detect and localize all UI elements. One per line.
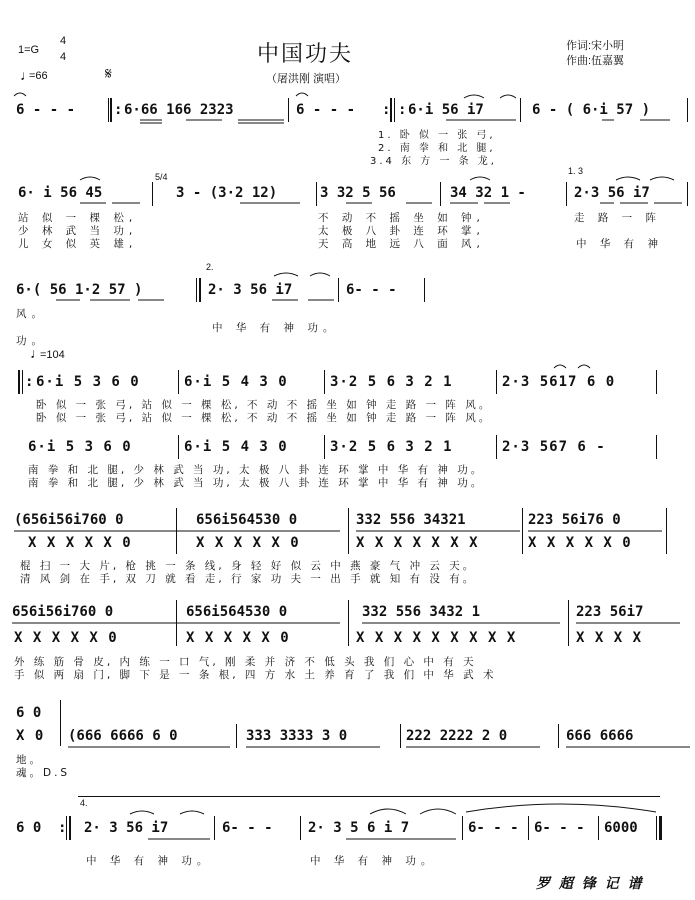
measure: 2·3 567 6 -: [502, 439, 606, 455]
lyric: 中 华 有 神 功。: [310, 855, 437, 867]
slur: [310, 273, 330, 276]
slur: [578, 365, 590, 368]
slur: [420, 809, 456, 814]
measure: 6·i 5 4 3 0: [184, 439, 288, 455]
tempo-marking: =66: [29, 70, 48, 82]
measure: 6·i 5 3 6 0: [36, 374, 140, 390]
verse-line-1: 1. 卧 似 一 张 弓,: [378, 130, 496, 141]
lyric: 棍 扫 一 大 片, 枪 挑 一 条 线, 身 轻 好 似 云 中 燕 豪 气 冲 云 天。: [20, 560, 477, 572]
measure: 2· 3 5 6 i 7: [308, 820, 410, 836]
tempo-marking: =104: [40, 349, 65, 361]
key-signature: 1=G: [18, 44, 40, 56]
lyric: 南 拳 和 北 腿, 少 林 武 当 功, 太 极 八 卦 连 环 掌 中 华 有 神 功。: [28, 477, 485, 489]
lyric: 功。: [16, 335, 47, 347]
fermata-icon: [14, 93, 26, 96]
verse-line-2: 2. 南 拳 和 北 腿,: [378, 143, 496, 154]
measure: 6 - - -: [296, 102, 356, 118]
measure: 2·3 5617 6 0: [502, 374, 616, 390]
tie: [466, 804, 656, 812]
lyric: 站 似 一 棵 松,: [18, 212, 138, 224]
lyric: 中 华 有 神: [576, 238, 664, 250]
singer-credit: （屠洪刚 演唱）: [266, 73, 347, 85]
lyric: 南 拳 和 北 腿, 少 林 武 当 功, 太 极 八 卦 连 环 掌 中 华 有 神 功。: [28, 464, 485, 476]
lyric: 走 路 一 阵: [574, 212, 662, 224]
percussion-measure: X X X X X 0: [14, 630, 118, 646]
measure: 6 - - -: [16, 102, 76, 118]
lyric: 魂。D.S: [16, 767, 71, 779]
measure: 6- - -: [468, 820, 519, 836]
lyric: 风。: [16, 308, 47, 320]
percussion-measure: X 0: [16, 728, 45, 744]
measure: 3 32 5 56: [320, 185, 396, 201]
measure: 666 6666: [566, 728, 634, 744]
measure: 332 556 3432 1: [362, 604, 481, 620]
verse-line-3: 3.4 东 方 一 条 龙,: [370, 156, 497, 167]
percussion-measure: X X X X X X X: [356, 535, 479, 551]
lyric: 少 林 武 当 功,: [18, 225, 138, 237]
percussion-measure: X X X X X 0: [528, 535, 632, 551]
measure: (666 6666 6 0: [68, 728, 178, 744]
slur: [464, 95, 484, 98]
lyric: 手 似 两 扇 门, 脚 下 是 一 条 根, 四 方 水 土 养 育 了 我 们 中 华 武 术: [14, 669, 497, 681]
percussion-measure: X X X X X 0: [186, 630, 290, 646]
measure: 3·2 5 6 3 2 1: [330, 439, 453, 455]
quarter-note-icon: ♩: [30, 345, 44, 361]
ending-marker: 2.: [206, 262, 214, 272]
measure: 6·66 166 2323: [124, 102, 234, 118]
percussion-measure: X X X X: [576, 630, 643, 646]
percussion-measure: X X X X X X X X X: [356, 630, 517, 646]
measure: 333 3333 3 0: [246, 728, 348, 744]
measure: 2· 3 56 i7: [84, 820, 169, 836]
measure: 6·i 5 3 6 0: [28, 439, 132, 455]
time-signature-top: 4: [60, 35, 67, 47]
measure: 656i564530 0: [186, 604, 288, 620]
measure: 6·( 56 1·2 57 ): [16, 282, 143, 298]
measure: 656i564530 0: [196, 512, 298, 528]
time-signature-bottom: 4: [60, 51, 67, 63]
measure: 223 56i76 0: [528, 512, 621, 528]
measure: (656i56i760 0: [14, 512, 124, 528]
slur: [130, 811, 154, 814]
quarter-note-icon: ♩: [20, 67, 34, 83]
measure: 6 0: [16, 705, 42, 721]
slur: [370, 809, 406, 814]
measure: 6000: [604, 820, 638, 836]
segno-icon: 𝄋: [105, 66, 112, 83]
measure: 656i56i760 0: [12, 604, 114, 620]
composer-credit: 作曲:伍嘉翼: [566, 55, 625, 67]
measure: 34 32 1 -: [450, 185, 526, 201]
measure: 332 556 34321: [356, 512, 466, 528]
measure: 6 0: [16, 820, 42, 836]
measure: 6- - -: [534, 820, 585, 836]
measure: 6·i 56 i7: [408, 102, 484, 118]
lyricist-credit: 作词:宋小明: [566, 40, 625, 52]
measure: 6- - -: [222, 820, 273, 836]
meter-change: 5/4: [155, 172, 168, 182]
measure: 2·3 56 i7: [574, 185, 650, 201]
lyric: 天 高 地 远 八 面 风,: [318, 238, 485, 250]
lyric: 中 华 有 神 功。: [212, 322, 339, 334]
slur: [554, 365, 566, 368]
measure: 3 - (3·2 12): [176, 185, 278, 201]
fermata-icon: [296, 93, 308, 96]
measure: 223 56i7: [576, 604, 644, 620]
slur: [80, 177, 100, 180]
measure: 6- - -: [346, 282, 397, 298]
lyric: 中 华 有 神 功。: [86, 855, 213, 867]
lyric: 卧 似 一 张 弓, 站 似 一 棵 松, 不 动 不 摇 坐 如 钟 走 路 一 阵 风。: [36, 412, 493, 424]
lyric: 不 动 不 摇 坐 如 钟,: [318, 212, 485, 224]
lyric: 卧 似 一 张 弓, 站 似 一 棵 松, 不 动 不 摇 坐 如 钟 走 路 一 阵 风。: [36, 399, 493, 411]
ending-marker: 4.: [80, 798, 88, 808]
measure: 6 - ( 6·i 57 ): [532, 102, 651, 118]
measure: 6· i 56 45: [18, 185, 103, 201]
measure: 3·2 5 6 3 2 1: [330, 374, 453, 390]
slur: [500, 95, 516, 98]
measure: 2· 3 56 i7: [208, 282, 293, 298]
percussion-measure: X X X X X 0: [28, 535, 132, 551]
lyric: 太 极 八 卦 连 环 掌,: [318, 225, 485, 237]
slur: [616, 177, 640, 180]
lyric: 外 练 筋 骨 皮, 内 练 一 口 气, 刚 柔 并 济 不 低 头 我 们 心 中 有 天: [14, 656, 477, 668]
measure: 222 2222 2 0: [406, 728, 508, 744]
song-title: 中国功夫: [257, 41, 354, 66]
measure: 6·i 5 4 3 0: [184, 374, 288, 390]
ending-marker: 1. 3: [568, 166, 584, 176]
lyric: 儿 女 似 英 雄,: [18, 238, 138, 250]
slur: [650, 177, 674, 180]
slur: [274, 273, 298, 276]
slur: [470, 177, 490, 180]
lyric: 清 风 剑 在 手, 双 刀 就 看 走, 行 家 功 夫 一 出 手 就 知 有 没 有。: [20, 573, 477, 585]
transcriber-signature: 罗 超 锋 记 谱: [536, 876, 644, 892]
slur: [180, 811, 204, 814]
percussion-measure: X X X X X 0: [196, 535, 300, 551]
lyric: 地。: [16, 754, 43, 766]
